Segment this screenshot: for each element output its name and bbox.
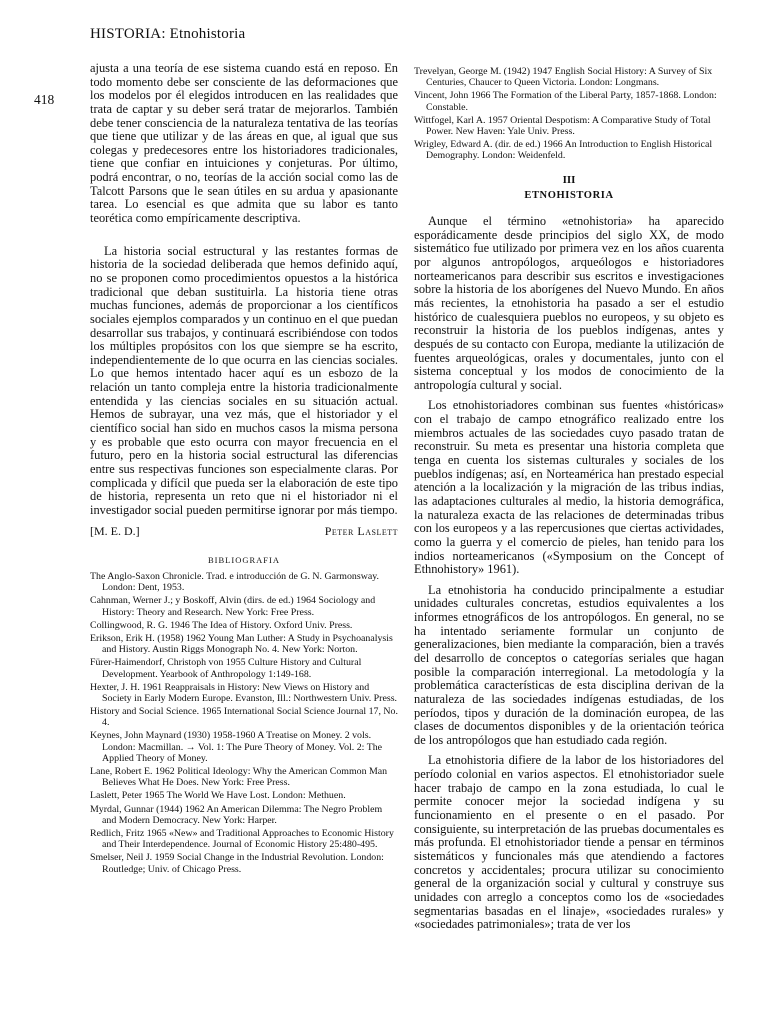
body-paragraph: La etnohistoria ha conducido principalmente a estudiar unidades culturales concretas, estudios equivalentes a los informes etnográficos de los antropólogos. En general, no se ha intentado seriamente formular un conjunto de generalizaciones, bien mediante la comparación, bien a través del desarrollo de conceptos o categorías seriales que hagan posible la comparación interregional. La metodología y la problemática características de esta disciplina derivan de la naturaleza de las sociedades indígenas estudiadas, de los períodos, tipos y duración de la dominación europea, de las clases de documentos disponibles y de la orientación teórica de los antropólogos que han estudiado cada región. [414, 582, 724, 747]
left-column [90, 62, 398, 877]
bibliography-entry: Erikson, Erik H. (1958) 1962 Young Man Luther: A Study in Psychoanalysis and History. Austin Riggs Monograph No. 4. New York: Norton. [90, 632, 393, 656]
bibliography-entry: Smelser, Neil J. 1959 Social Change in the Industrial Revolution. London: Routledge; Univ. of Chicago Press. [90, 852, 384, 875]
section-number: III [562, 173, 576, 186]
bibliography-entry: Lane, Robert E. 1962 Political Ideology: Why the American Common Man Believes What He Does. New York: Free Press. [90, 766, 388, 789]
page-number: 418 [34, 92, 55, 107]
bibliography-entry: Myrdal, Gunnar (1944) 1962 An American Dilemma: The Negro Problem and Modern Democracy. New York: Harper. [90, 803, 383, 826]
author-name: Peter Laslett [324, 523, 398, 538]
body-paragraph: ajusta a una teoría de ese sistema cuando está en reposo. En todo momento debe ser consciente de las deformaciones que los modelos por él elegidos introducen en las realidades que trata de captar y su deber será tratar de mejorarlos. También debe tener consciencia de la naturaleza tentativa de las teorías que tiene que utilizar y de las áreas en que, al igual que sus colegas y predecesores entre los historiadores tradicionales, tiene que confiar en intuiciones y conjeturas. Por último, podrá encontrar, o no, teorías de la acción social como las de Talcott Parsons que le sean útiles en su ardua y apasionante tarea. Lo esencial es que admita que su labor es tanto teorética como empíricamente descriptiva. [90, 61, 398, 226]
bibliography-entry: Trevelyan, George M. (1942) 1947 English Social History: A Survey of Six Centuries, Chaucer to Queen Victoria. London: Longmans. [414, 66, 713, 89]
bibliography-entry: Redlich, Fritz 1965 «New» and Traditional Approaches to Economic History and Their Interdependence. Journal of Economic History 25:480-495. [90, 827, 394, 851]
article-signature [90, 525, 398, 538]
bibliography-heading: BIBLIOGRAFIA [208, 554, 280, 565]
bibliography-entry: Wittfogel, Karl A. 1957 Oriental Despotism: A Comparative Study of Total Power. New Haven: Yale Univ. Press. [414, 114, 711, 137]
bibliography-entry: Fürer-Haimendorf, Christoph von 1955 Culture History and Cultural Development. Yearbook of Anthropology 1:149-168. [90, 657, 362, 680]
running-head: HISTORIA: Etnohistoria [90, 26, 246, 42]
bibliography-entry: Cahnman, Werner J.; y Boskoff, Alvin (dirs. de ed.) 1964 Sociology and History: Theory and Research. New York: Free Press. [90, 595, 376, 618]
bibliography-entry: Collingwood, R. G. 1946 The Idea of History. Oxford Univ. Press. [90, 619, 353, 631]
bibliography-entry: Keynes, John Maynard (1930) 1958-1960 A Treatise on Money. 2 vols. London: Macmillan. → Vol. 1: The Pure Theory of Money. Vol. 2: The Applied Theory of Money. [90, 730, 383, 764]
bibliography-entry: Wrigley, Edward A. (dir. de ed.) 1966 An Introduction to English Historical Demography. London: Weidenfeld. [414, 139, 713, 162]
bibliography-list [90, 571, 398, 875]
bibliography-entry: Hexter, J. H. 1961 Reappraisals in History: New Views on History and Society in Early Modern Europe. Evanston, Ill.: Northwestern Univ. Press. [90, 681, 398, 704]
section-title: ETNOHISTORIA [524, 189, 614, 201]
bibliography-entry: The Anglo-Saxon Chronicle. Trad. e introducción de G. N. Garmonsway. London: Dent, 1953. [90, 571, 379, 594]
body-paragraph: Aunque el término «etnohistoria» ha aparecido esporádicamente desde principios del siglo XX, de modo sistemático fue utilizado por primera vez en los años cuarenta por algunos antropólogos, arqueólogos e historiadores norteamericanos para describir sus escritos e investigaciones sobre la historia de los aborígenes del Nuevo Mundo. En años más recientes, la etnohistoria ha pasado a ser el estudio histórico de cualesquiera pueblos no europeos, y su objeto es reconstruir la historia de los pueblos indígenas, antes y después de su contacto con Europa, mediante la utilización de fuentes arqueológicas, orales y documentales, junto con el sistema conceptual y los modos de conocimiento de la antropología cultural y social. [414, 214, 724, 392]
bibliography-entry: Laslett, Peter 1965 The World We Have Lost. London: Methuen. [90, 790, 346, 802]
bibliography-entry: Vincent, John 1966 The Formation of the Liberal Party, 1857-1868. London: Constable. [414, 90, 717, 113]
body-paragraph: La etnohistoria difiere de la labor de los historiadores del período colonial en varios aspectos. El etnohistoriador suele hacer trabajo de campo en la zona estudiada, lo cual le permite conocer mejor la sociedad indígena y su funcionamiento en el presente o en el pasado. Por consiguiente, su interpretación de las pruebas documentales es más profunda. El etnohistoriador tiende a pensar en términos sistemáticos y funcionales más que atendiendo a factores concretos y accidentales; procura utilizar su conocimiento general de la organización social y cultural y construye sus unidades con arreglo a conceptos como los de «sociedades segmentarias basadas en el linaje», «sociedades rurales» y «sociedades patrimoniales»; trata de ver los [414, 753, 724, 932]
bibliography-list-continued [414, 66, 724, 162]
translator-initials: [M. E. D.] [90, 523, 140, 538]
bibliography-entry: History and Social Science. 1965 International Social Science Journal 17, No. 4. [90, 706, 398, 729]
right-column [414, 66, 724, 939]
body-paragraph: Los etnohistoriadores combinan sus fuentes «históricas» con el trabajo de campo etnográfico realizado entre los miembros actuales de las sociedades cuyo pasado tratan de reconstruir. Su meta es presentar una historia completa que tenga en cuenta los sistemas culturales y sociales de los pueblos indígenas; así, en Norteamérica han prestado especial atención a la localización y la migración de las tribus indias, las adaptaciones culturales al medio, la historia demográfica, la naturaleza exacta de las relaciones de determinadas tribus con los europeos y a las repercusiones que ciertas actividades, como la guerra y el comercio de pieles, han tenido para los indios norteamericanos («Symposium on the Concept of Ethnohistory» 1961). [414, 398, 724, 577]
body-paragraph: La historia social estructural y las restantes formas de historia de la sociedad deliberada que hemos definido aquí, no se proponen como procedimientos opuestos a la histórica tradicional que deban sustituirla. La historia tiene otras muchas funciones, además de proporcionar a los científicos sociales ejemplos comparados y un continuo en el que puedan desarrollar sus trabajos, y continuará escribiéndose con todos los múltiples propósitos con los que siempre se ha escrito, independientemente de lo que ocurra en las ciencias sociales. Lo que hemos intentado hacer aquí es un esbozo de la relación un tanto compleja entre la historia tradicionalmente entendida y las ciencias sociales en su situación actual. Hemos de subrayar, una vez más, que el historiador y el científico social han sido en muchos casos la misma persona y es probable que esto ocurra con mayor frecuencia en el futuro, pero en la historia social estructural las diferencias entre sus respectivas funciones son especialmente claras. Por complicada y difícil que pueda ser la elaboración de este tipo de historia, representa un reto que ni el historiador ni el investigador social pueden permitirse ignorar por más tiempo. [90, 243, 398, 517]
